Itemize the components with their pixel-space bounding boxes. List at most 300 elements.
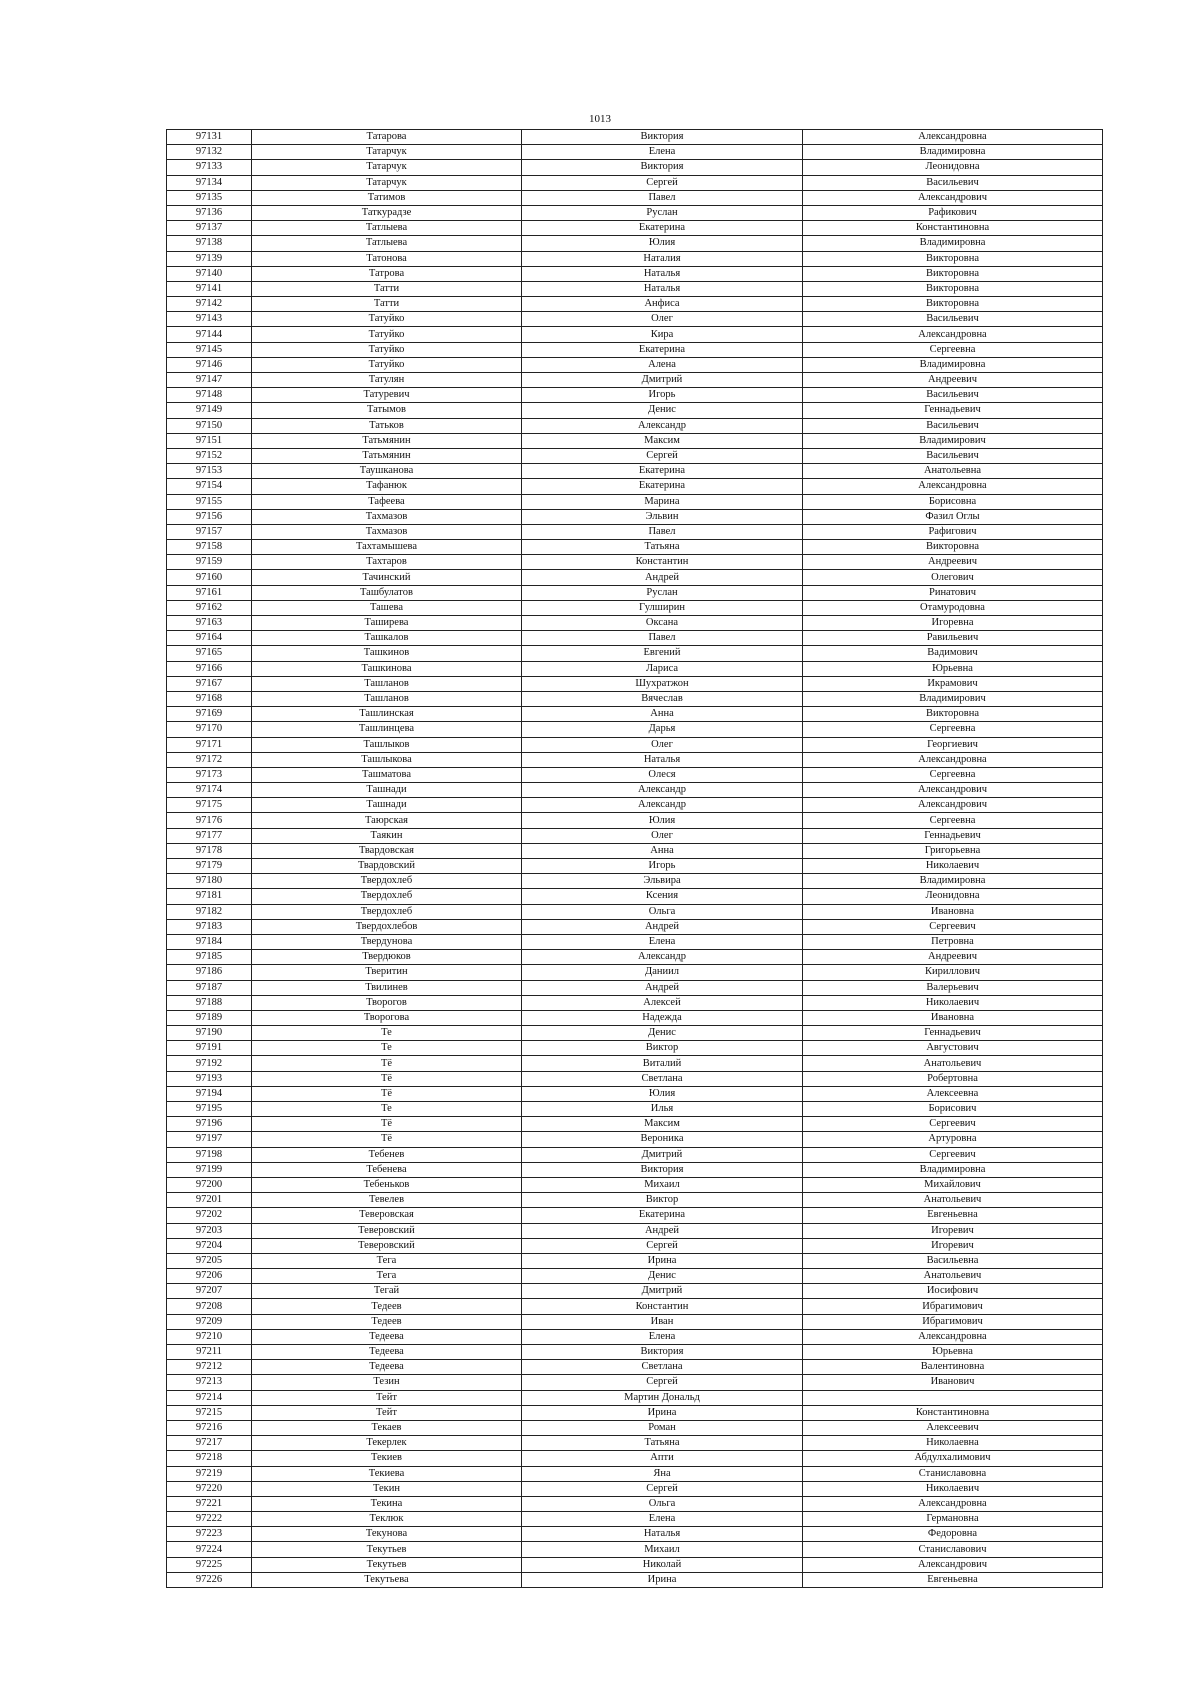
table-row [167,130,1103,145]
last-name-cell: Ташлыков [252,737,522,752]
table-row [167,1572,1103,1587]
patronymic-cell: Ибрагимович [803,1314,1103,1329]
table-row [167,555,1103,570]
table-row [167,1451,1103,1466]
record-number-cell: 97197 [167,1132,252,1147]
first-name-cell: Анфиса [522,297,803,312]
record-number-cell: 97131 [167,130,252,145]
table-row [167,251,1103,266]
record-number-cell: 97148 [167,388,252,403]
record-number-cell: 97201 [167,1193,252,1208]
first-name-cell: Анна [522,707,803,722]
table-row [167,691,1103,706]
first-name-cell: Екатерина [522,479,803,494]
record-number-cell: 97133 [167,160,252,175]
record-number-cell: 97181 [167,889,252,904]
last-name-cell: Теверовская [252,1208,522,1223]
table-row [167,1557,1103,1572]
patronymic-cell: Александрович [803,798,1103,813]
record-number-cell: 97158 [167,540,252,555]
table-row [167,297,1103,312]
table-row [167,175,1103,190]
record-number-cell: 97157 [167,524,252,539]
first-name-cell: Вероника [522,1132,803,1147]
table-row [167,327,1103,342]
table-row [167,1041,1103,1056]
table-row [167,1223,1103,1238]
last-name-cell: Твилинев [252,980,522,995]
record-number-cell: 97199 [167,1162,252,1177]
patronymic-cell: Артуровна [803,1132,1103,1147]
record-number-cell: 97153 [167,464,252,479]
table-row [167,1177,1103,1192]
first-name-cell: Сергей [522,1375,803,1390]
table-row [167,1071,1103,1086]
record-number-cell: 97170 [167,722,252,737]
first-name-cell: Виктор [522,1041,803,1056]
record-number-cell: 97150 [167,418,252,433]
record-number-cell: 97147 [167,373,252,388]
first-name-cell: Денис [522,403,803,418]
first-name-cell: Татьяна [522,540,803,555]
table-row [167,1329,1103,1344]
patronymic-cell: Владимировна [803,1162,1103,1177]
last-name-cell: Теверовский [252,1223,522,1238]
record-number-cell: 97200 [167,1177,252,1192]
record-number-cell: 97216 [167,1420,252,1435]
record-number-cell: 97160 [167,570,252,585]
last-name-cell: Татлыева [252,236,522,251]
table-row [167,919,1103,934]
last-name-cell: Тё [252,1056,522,1071]
last-name-cell: Татти [252,281,522,296]
last-name-cell: Творогов [252,995,522,1010]
first-name-cell: Светлана [522,1360,803,1375]
last-name-cell: Ташбулатов [252,585,522,600]
record-number-cell: 97187 [167,980,252,995]
record-number-cell: 97217 [167,1436,252,1451]
table-row [167,585,1103,600]
patronymic-cell: Андреевич [803,373,1103,388]
record-number-cell: 97162 [167,600,252,615]
table-row [167,1269,1103,1284]
table-row [167,859,1103,874]
first-name-cell: Константин [522,555,803,570]
first-name-cell: Дмитрий [522,373,803,388]
first-name-cell: Дмитрий [522,1284,803,1299]
table-row [167,783,1103,798]
table-row [167,1314,1103,1329]
table-row [167,236,1103,251]
record-number-cell: 97140 [167,266,252,281]
first-name-cell: Сергей [522,1481,803,1496]
page-number: 1013 [589,113,611,125]
record-number-cell: 97143 [167,312,252,327]
table-row [167,950,1103,965]
patronymic-cell: Отамуродовна [803,600,1103,615]
last-name-cell: Твердюков [252,950,522,965]
last-name-cell: Ташкинова [252,661,522,676]
last-name-cell: Тахмазов [252,524,522,539]
patronymic-cell: Васильевич [803,448,1103,463]
last-name-cell: Твердохлеб [252,874,522,889]
first-name-cell: Юлия [522,1086,803,1101]
table-row [167,1420,1103,1435]
last-name-cell: Ташланов [252,676,522,691]
patronymic-cell: Анатольевич [803,1056,1103,1071]
record-number-cell: 97169 [167,707,252,722]
first-name-cell: Сергей [522,175,803,190]
table-row [167,1086,1103,1101]
table-row [167,524,1103,539]
first-name-cell: Ирина [522,1253,803,1268]
last-name-cell: Тега [252,1253,522,1268]
last-name-cell: Татрова [252,266,522,281]
last-name-cell: Тейт [252,1405,522,1420]
table-row [167,540,1103,555]
last-name-cell: Таткурадзе [252,205,522,220]
table-row [167,798,1103,813]
first-name-cell: Игорь [522,859,803,874]
patronymic-cell: Александровна [803,1496,1103,1511]
record-number-cell: 97161 [167,585,252,600]
first-name-cell: Александр [522,950,803,965]
patronymic-cell: Сергеевна [803,767,1103,782]
record-number-cell: 97211 [167,1345,252,1360]
last-name-cell: Тачинский [252,570,522,585]
patronymic-cell: Константиновна [803,1405,1103,1420]
patronymic-cell: Александровна [803,752,1103,767]
record-number-cell: 97146 [167,357,252,372]
record-number-cell: 97139 [167,251,252,266]
patronymic-cell: Юрьевна [803,1345,1103,1360]
table-row [167,479,1103,494]
table-row [167,1512,1103,1527]
patronymic-cell: Александровна [803,1329,1103,1344]
first-name-cell: Евгений [522,646,803,661]
patronymic-cell: Петровна [803,934,1103,949]
patronymic-cell: Владимирович [803,433,1103,448]
first-name-cell: Татьяна [522,1436,803,1451]
patronymic-cell: Васильевна [803,1253,1103,1268]
table-row [167,980,1103,995]
last-name-cell: Татарова [252,130,522,145]
last-name-cell: Тебеньков [252,1177,522,1192]
first-name-cell: Виктория [522,1345,803,1360]
last-name-cell: Татымов [252,403,522,418]
first-name-cell: Анна [522,843,803,858]
first-name-cell: Екатерина [522,464,803,479]
patronymic-cell: Александрович [803,783,1103,798]
record-number-cell: 97204 [167,1238,252,1253]
record-number-cell: 97171 [167,737,252,752]
table-row [167,570,1103,585]
patronymic-cell: Васильевич [803,418,1103,433]
record-number-cell: 97189 [167,1010,252,1025]
record-number-cell: 97210 [167,1329,252,1344]
patronymic-cell: Станиславович [803,1542,1103,1557]
patronymic-cell: Александрович [803,1557,1103,1572]
first-name-cell: Андрей [522,570,803,585]
last-name-cell: Ташева [252,600,522,615]
patronymic-cell: Алексеевна [803,1086,1103,1101]
last-name-cell: Татлыева [252,221,522,236]
table-row [167,889,1103,904]
first-name-cell: Апти [522,1451,803,1466]
first-name-cell: Ирина [522,1572,803,1587]
table-row [167,1238,1103,1253]
record-number-cell: 97177 [167,828,252,843]
first-name-cell: Мартин Дональд [522,1390,803,1405]
last-name-cell: Те [252,1041,522,1056]
first-name-cell: Шухратжон [522,676,803,691]
patronymic-cell: Владимировна [803,874,1103,889]
last-name-cell: Татарчук [252,145,522,160]
table-row [167,828,1103,843]
table-row [167,448,1103,463]
first-name-cell: Михаил [522,1542,803,1557]
record-number-cell: 97215 [167,1405,252,1420]
patronymic-cell: Александровна [803,327,1103,342]
table-row [167,433,1103,448]
last-name-cell: Татьмянин [252,433,522,448]
table-row [167,1132,1103,1147]
record-number-cell: 97176 [167,813,252,828]
last-name-cell: Творогова [252,1010,522,1025]
patronymic-cell: Сергеевич [803,1147,1103,1162]
first-name-cell: Виктория [522,130,803,145]
record-number-cell: 97226 [167,1572,252,1587]
patronymic-cell: Робертовна [803,1071,1103,1086]
last-name-cell: Татарчук [252,160,522,175]
patronymic-cell: Иосифович [803,1284,1103,1299]
table-row [167,1466,1103,1481]
patronymic-cell: Августович [803,1041,1103,1056]
last-name-cell: Текерлек [252,1436,522,1451]
patronymic-cell: Сергеевич [803,1117,1103,1132]
patronymic-cell: Андреевич [803,950,1103,965]
last-name-cell: Тахмазов [252,509,522,524]
last-name-cell: Татьков [252,418,522,433]
first-name-cell: Яна [522,1466,803,1481]
first-name-cell: Елена [522,1512,803,1527]
patronymic-cell: Георгиевич [803,737,1103,752]
first-name-cell: Алена [522,357,803,372]
record-number-cell: 97156 [167,509,252,524]
table-row [167,904,1103,919]
first-name-cell: Надежда [522,1010,803,1025]
last-name-cell: Те [252,1026,522,1041]
first-name-cell: Марина [522,494,803,509]
last-name-cell: Тё [252,1132,522,1147]
patronymic-cell: Михайлович [803,1177,1103,1192]
record-number-cell: 97192 [167,1056,252,1071]
record-number-cell: 97136 [167,205,252,220]
patronymic-cell: Викторовна [803,707,1103,722]
patronymic-cell: Валентиновна [803,1360,1103,1375]
record-number-cell: 97155 [167,494,252,509]
first-name-cell: Александр [522,798,803,813]
table-row [167,418,1103,433]
first-name-cell: Сергей [522,1238,803,1253]
first-name-cell: Павел [522,524,803,539]
patronymic-cell: Николаевич [803,1481,1103,1496]
patronymic-cell: Григорьевна [803,843,1103,858]
first-name-cell: Вячеслав [522,691,803,706]
record-number-cell: 97224 [167,1542,252,1557]
last-name-cell: Текина [252,1496,522,1511]
record-number-cell: 97223 [167,1527,252,1542]
table-row [167,1056,1103,1071]
patronymic-cell: Ивановна [803,1010,1103,1025]
table-row [167,1542,1103,1557]
last-name-cell: Тегай [252,1284,522,1299]
last-name-cell: Татти [252,297,522,312]
first-name-cell: Олег [522,828,803,843]
record-number-cell: 97183 [167,919,252,934]
record-number-cell: 97193 [167,1071,252,1086]
first-name-cell: Светлана [522,1071,803,1086]
patronymic-cell: Сергеевна [803,722,1103,737]
record-number-cell: 97149 [167,403,252,418]
last-name-cell: Тедеев [252,1299,522,1314]
record-number-cell: 97134 [167,175,252,190]
record-number-cell: 97209 [167,1314,252,1329]
table-row [167,707,1103,722]
last-name-cell: Тейт [252,1390,522,1405]
patronymic-cell: Борисовна [803,494,1103,509]
first-name-cell: Юлия [522,813,803,828]
table-row [167,1405,1103,1420]
table-row [167,1102,1103,1117]
last-name-cell: Тедеева [252,1329,522,1344]
patronymic-cell: Сергеевна [803,813,1103,828]
record-number-cell: 97168 [167,691,252,706]
patronymic-cell: Викторовна [803,281,1103,296]
patronymic-cell: Борисович [803,1102,1103,1117]
record-number-cell: 97166 [167,661,252,676]
registry-body [167,130,1103,1588]
last-name-cell: Твердохлеб [252,889,522,904]
first-name-cell: Ольга [522,1496,803,1511]
patronymic-cell: Владимировна [803,145,1103,160]
first-name-cell: Виктор [522,1193,803,1208]
patronymic-cell: Александровна [803,479,1103,494]
last-name-cell: Текин [252,1481,522,1496]
patronymic-cell: Ивановна [803,904,1103,919]
record-number-cell: 97137 [167,221,252,236]
first-name-cell: Оксана [522,616,803,631]
first-name-cell: Андрей [522,919,803,934]
patronymic-cell: Евгеньевна [803,1208,1103,1223]
record-number-cell: 97206 [167,1269,252,1284]
record-number-cell: 97191 [167,1041,252,1056]
last-name-cell: Таякин [252,828,522,843]
patronymic-cell: Евгеньевна [803,1572,1103,1587]
patronymic-cell: Олегович [803,570,1103,585]
table-row [167,1284,1103,1299]
first-name-cell: Олег [522,312,803,327]
record-number-cell: 97154 [167,479,252,494]
table-row [167,722,1103,737]
record-number-cell: 97207 [167,1284,252,1299]
table-row [167,752,1103,767]
table-row [167,676,1103,691]
last-name-cell: Ташланов [252,691,522,706]
record-number-cell: 97220 [167,1481,252,1496]
first-name-cell: Ольга [522,904,803,919]
patronymic-cell: Станиславовна [803,1466,1103,1481]
patronymic-cell: Викторовна [803,540,1103,555]
registry-table [166,129,1103,1588]
last-name-cell: Тедеев [252,1314,522,1329]
last-name-cell: Текиева [252,1466,522,1481]
last-name-cell: Ташнади [252,798,522,813]
patronymic-cell: Вадимович [803,646,1103,661]
last-name-cell: Ташнади [252,783,522,798]
first-name-cell: Максим [522,1117,803,1132]
record-number-cell: 97182 [167,904,252,919]
table-row [167,646,1103,661]
record-number-cell: 97214 [167,1390,252,1405]
last-name-cell: Татьмянин [252,448,522,463]
record-number-cell: 97163 [167,616,252,631]
patronymic-cell: Александрович [803,190,1103,205]
first-name-cell: Алексей [522,995,803,1010]
record-number-cell: 97203 [167,1223,252,1238]
last-name-cell: Тё [252,1117,522,1132]
table-row [167,403,1103,418]
table-row [167,965,1103,980]
last-name-cell: Текутьева [252,1572,522,1587]
last-name-cell: Текиев [252,1451,522,1466]
patronymic-cell: Алексеевич [803,1420,1103,1435]
first-name-cell: Ксения [522,889,803,904]
table-row [167,509,1103,524]
table-row [167,464,1103,479]
last-name-cell: Тё [252,1071,522,1086]
last-name-cell: Тахтаров [252,555,522,570]
record-number-cell: 97212 [167,1360,252,1375]
patronymic-cell: Викторовна [803,251,1103,266]
record-number-cell: 97185 [167,950,252,965]
table-row [167,1436,1103,1451]
record-number-cell: 97167 [167,676,252,691]
patronymic-cell: Владимирович [803,691,1103,706]
last-name-cell: Теверовский [252,1238,522,1253]
first-name-cell: Елена [522,934,803,949]
first-name-cell: Александр [522,418,803,433]
table-row [167,843,1103,858]
patronymic-cell: Геннадьевич [803,403,1103,418]
table-row [167,145,1103,160]
first-name-cell: Илья [522,1102,803,1117]
first-name-cell: Андрей [522,1223,803,1238]
last-name-cell: Ташлыкова [252,752,522,767]
table-row [167,373,1103,388]
first-name-cell: Наталья [522,266,803,281]
first-name-cell: Константин [522,1299,803,1314]
table-row [167,1299,1103,1314]
table-row [167,600,1103,615]
patronymic-cell: Геннадьевич [803,1026,1103,1041]
first-name-cell: Руслан [522,205,803,220]
table-row [167,388,1103,403]
patronymic-cell: Равильевич [803,631,1103,646]
record-number-cell: 97165 [167,646,252,661]
last-name-cell: Ташлинская [252,707,522,722]
table-row [167,160,1103,175]
